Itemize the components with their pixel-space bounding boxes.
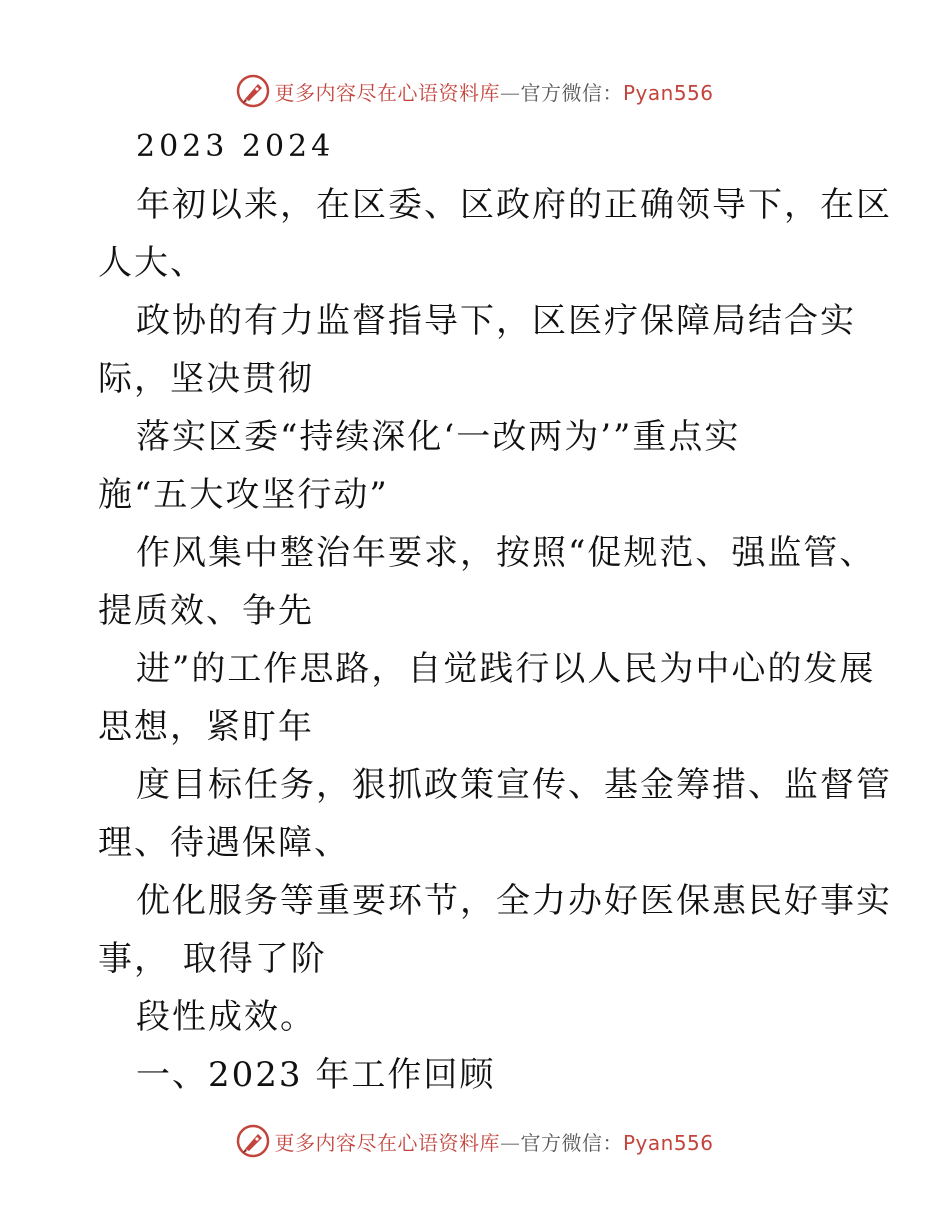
- watermark-dash: —: [499, 80, 521, 105]
- text-line: 一、2023 年工作回顾: [136, 1055, 496, 1095]
- document-body: [98, 118, 892, 1104]
- text-line: 提质效、争先: [98, 591, 314, 631]
- header-watermark: [0, 71, 950, 111]
- text-line: 度目标任务，狠抓政策宣传、基金筹措、监督管: [136, 765, 892, 805]
- watermark-brand: 更多内容尽在心语资料库: [274, 80, 500, 105]
- text-line: 施“五大攻坚行动”: [98, 475, 389, 515]
- text-line: 事， 取得了阶: [98, 939, 327, 979]
- quill-pen-logo-icon: [236, 74, 270, 108]
- watermark-wechat-id: Pyan556: [622, 80, 714, 105]
- text-line: 政协的有力监督指导下，区医疗保障局结合实: [136, 301, 856, 341]
- text-line: 思想，紧盯年: [98, 707, 314, 747]
- text-line: 进”的工作思路，自觉践行以人民为中心的发展: [136, 649, 876, 689]
- quill-pen-logo-icon: [236, 1124, 270, 1158]
- text-line: 年初以来，在区委、区政府的正确领导下，在区: [136, 185, 892, 225]
- text-line: 作风集中整治年要求，按照“促规范、强监管、: [136, 533, 876, 573]
- watermark-dash: —: [499, 1130, 521, 1155]
- watermark-wechat-id: Pyan556: [622, 1130, 714, 1155]
- watermark-text: [274, 1127, 713, 1156]
- watermark-text: [274, 77, 713, 106]
- text-line: 落实区委“持续深化‘一改两为’”重点实: [136, 417, 741, 457]
- watermark-wechat-label: 官方微信：: [520, 1130, 623, 1155]
- watermark-wechat-label: 官方微信：: [520, 80, 623, 105]
- text-line: 优化服务等重要环节，全力办好医保惠民好事实: [136, 881, 892, 921]
- text-line: 理、待遇保障、: [98, 823, 350, 863]
- watermark-brand: 更多内容尽在心语资料库: [274, 1130, 500, 1155]
- text-line: 段性成效。: [136, 997, 316, 1037]
- footer-watermark: [0, 1121, 950, 1161]
- text-line: 2023 2024: [136, 129, 335, 164]
- text-line: 际，坚决贯彻: [98, 359, 314, 399]
- text-line: 人大、: [98, 243, 206, 283]
